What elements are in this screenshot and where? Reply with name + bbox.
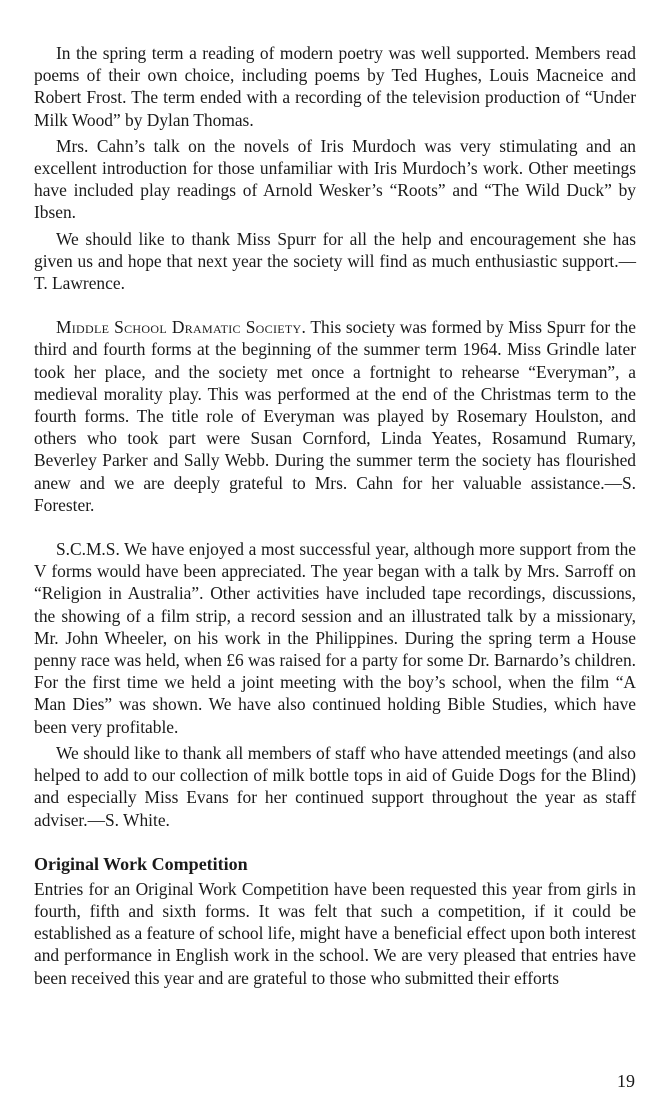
middle-school-heading: Middle School Dramatic Society. xyxy=(56,317,307,338)
middle-school-text: This society was formed by Miss Spurr for the third and fourth forms at the beginning of the summer term 1964. Miss Grindle later took her place, and the society met once a fortnight to rehearse “Everyman”, a medieval morality play. This was performed at the end of the Christmas term to the fourth forms. The title role of Everyman was played by Rosemary Houlston, and others who took part were Susan Cornford, Linda Yeates, Rosamund Rumary, Beverley Parker and Sally Webb. During the summer term the society has flourished anew and we are deeply grateful to Mrs. Cahn for her valuable assistance.—S. Forester. xyxy=(34,317,636,515)
poetry-paragraph-3: We should like to thank Miss Spurr for all the help and encouragement she has given us and hope that next year the society will find as much enthusiastic support.—T. Lawrence. xyxy=(34,228,636,294)
competition-heading: Original Work Competition xyxy=(34,853,248,874)
document-page xyxy=(34,42,636,989)
scms-paragraph-2: We should like to thank all members of staff who have attended meetings (and also helped to add to our collection of milk bottle tops in aid of Guide Dogs for the Blind) and especially Miss Evans for her continued support throughout the year as staff adviser.—S. White. xyxy=(34,742,636,830)
poetry-paragraph-1: In the spring term a reading of modern poetry was well supported. Members read poems of their own choice, including poems by Ted Hughes, Louis Macneice and Robert Frost. The term ended with a recording of the television production of “Under Milk Wood” by Dylan Thomas. xyxy=(34,43,636,130)
scms-paragraph-1: S.C.M.S. We have enjoyed a most successful year, although more support from the V forms would have been appreciated. The year began with a talk by Mrs. Sarroff on “Religion in Australia”. Other activities have included tape recordings, discussions, the showing of a film strip, a record session and an illustrated talk by a missionary, Mr. John Wheeler, on his work in the Philippines. During the spring term a House penny race was held, when £6 was raised for a party for some Dr. Barnardo’s children. For the first time we held a joint meeting with the boy’s school, when the film “A Man Dies” was shown. We have also continued holding Bible Studies, which have been very profitable. xyxy=(34,539,636,737)
middle-school-paragraph xyxy=(34,316,636,516)
page-number: 19 xyxy=(617,1071,635,1091)
competition-paragraph: Entries for an Original Work Competition have been requested this year from girls in fourth, fifth and sixth forms. It was felt that such a competition, if it could be established as a feature of school life, might have a beneficial effect upon both interest and performance in English work in the school. We are very pleased that entries have been received this year and are grateful to those who submitted their efforts xyxy=(34,878,636,988)
poetry-paragraph-2: Mrs. Cahn’s talk on the novels of Iris Murdoch was very stimulating and an excellent introduction for those unfamiliar with Iris Murdoch’s work. Other meetings have included play readings of Arnold Wesker’s “Roots” and “The Wild Duck” by Ibsen. xyxy=(34,135,636,223)
